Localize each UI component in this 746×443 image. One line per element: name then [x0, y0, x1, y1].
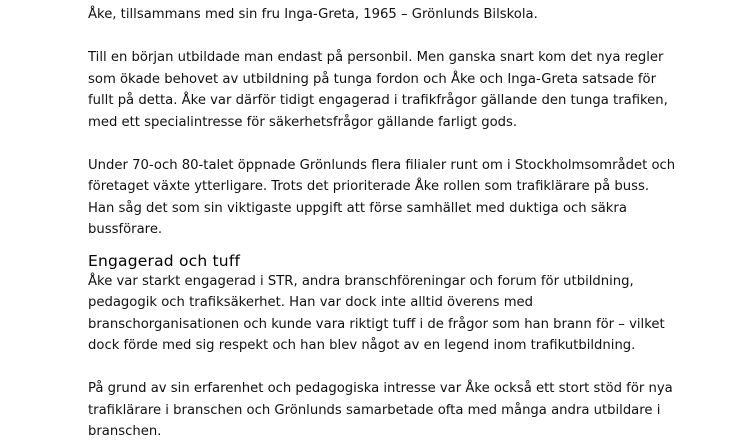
text-line: företaget växte ytterligare. Trots det prioriterade Åke rollen som trafiklärare på buss. — [88, 179, 650, 194]
text-line: med ett specialintresse för säkerhetsfrågor gällande farligt gods. — [88, 114, 518, 130]
paragraph-1 — [88, 47, 678, 133]
paragraph-3 — [88, 271, 678, 357]
text-line: dock förde med sig respekt och han blev något av en legend inom trafikutbildning. — [88, 338, 636, 353]
paragraph-spacer — [88, 26, 678, 48]
paragraph-2 — [88, 155, 678, 241]
text-line: som ökade behovet av utbildning på tunga fordon och Åke och Inga-Greta satsade för — [88, 71, 657, 87]
text-line: Under 70-och 80-talet öppnade Grönlunds flera filialer runt om i Stockholmsområdet och — [88, 157, 676, 173]
paragraph-4 — [88, 378, 678, 443]
text-line: trafiklärare i branschen och Grönlunds samarbetade ofta med många andra utbildare i — [88, 402, 661, 418]
paragraph-spacer — [88, 133, 678, 155]
text-line: Till en början utbildade man endast på personbil. Men ganska snart kom det nya regler — [88, 50, 664, 65]
text-line: Åke var starkt engagerad i STR, andra branschföreningar och forum för utbildning, — [88, 273, 634, 289]
text-line: bussförare. — [88, 222, 163, 237]
text-line: Åke, tillsammans med sin fru Inga-Greta, 1965 – Grönlunds Bilskola. — [88, 7, 538, 22]
intro-paragraph — [88, 4, 678, 26]
text-line: branschorganisationen och kunde vara riktigt tuff i de frågor som han brann för – vilket — [88, 316, 665, 332]
text-line: Han såg det som sin viktigaste uppgift att förse samhället med duktiga och säkra — [88, 200, 627, 216]
text-line: pedagogik och trafiksäkerhet. Han var dock inte alltid överens med — [88, 295, 534, 310]
section-heading: Engagerad och tuff — [88, 251, 241, 270]
text-line: fullt på detta. Åke var därför tidigt engagerad i trafikfrågor gällande den tunga trafiken, — [88, 93, 668, 108]
text-line: branschen. — [88, 424, 162, 439]
paragraph-spacer — [88, 357, 678, 379]
text-line: På grund av sin erfarenhet och pedagogiska intresse var Åke också ett stort stöd för nya — [88, 381, 673, 396]
article-body — [88, 4, 678, 443]
